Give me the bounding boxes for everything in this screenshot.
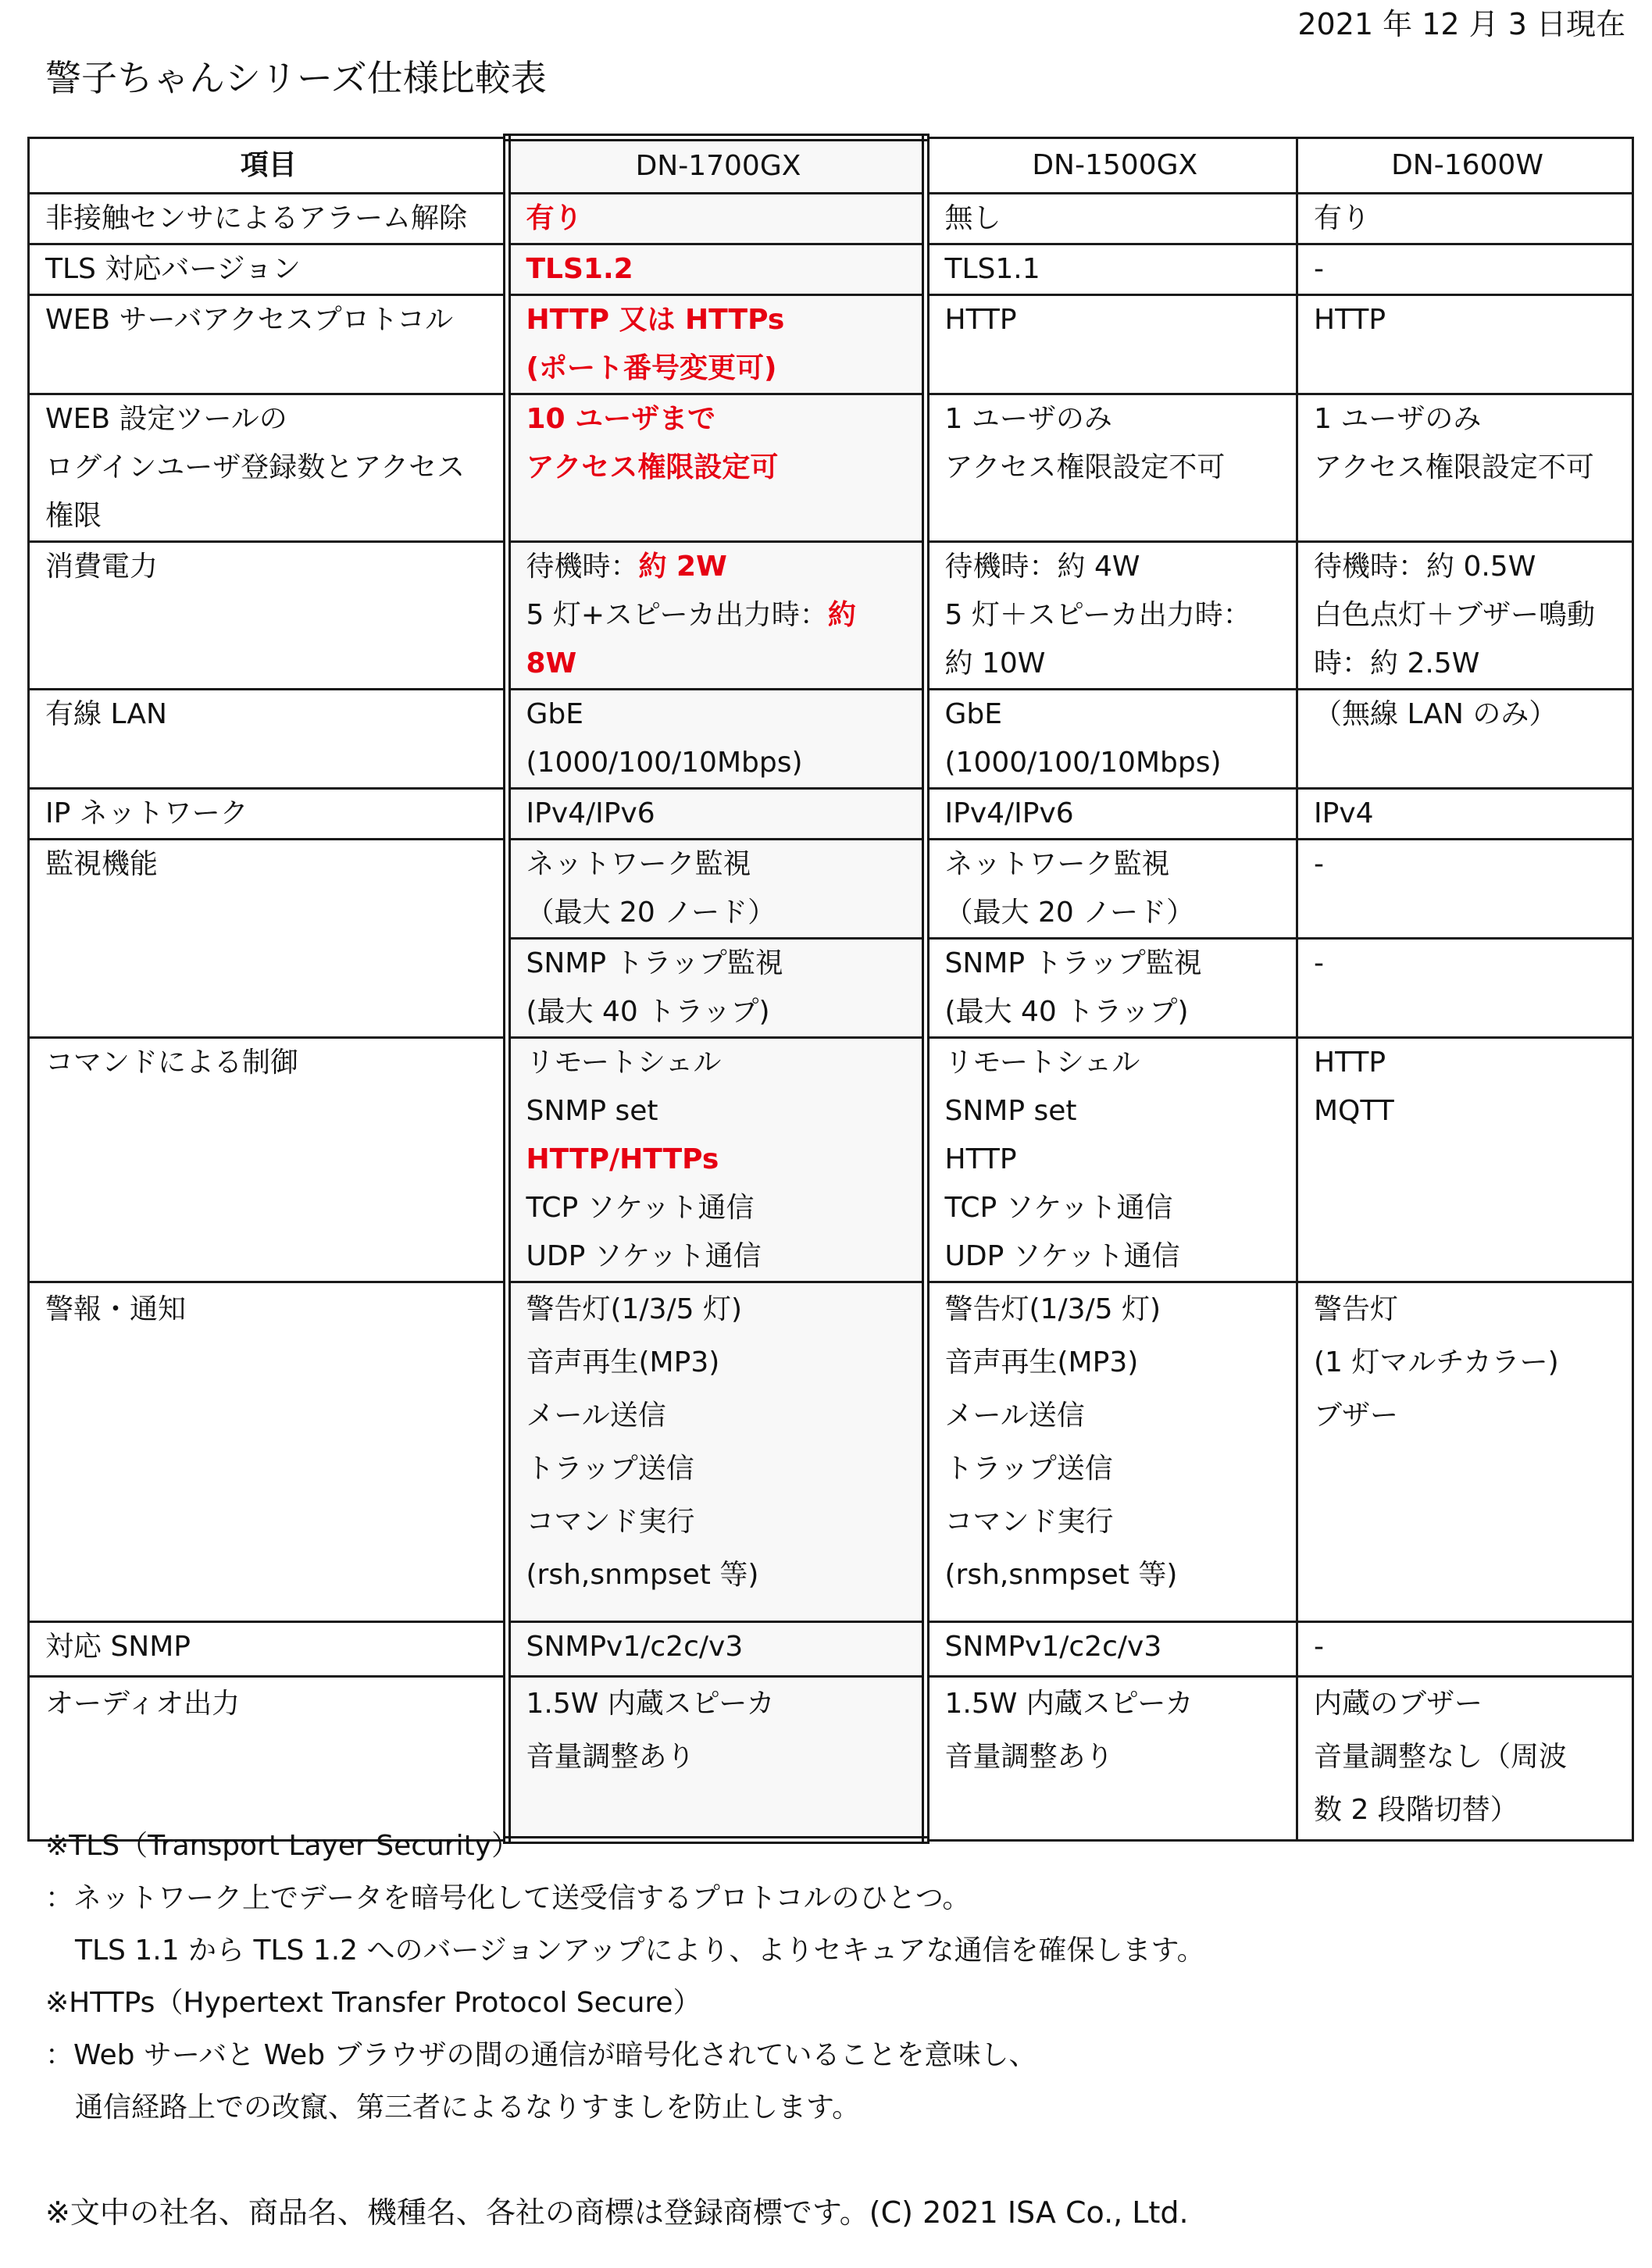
cell-line xyxy=(526,543,911,591)
table-row xyxy=(29,1282,1633,1621)
highlighted-value: アクセス権限設定可 xyxy=(526,451,779,483)
row-label xyxy=(29,839,507,1037)
table-row xyxy=(29,244,1633,294)
table-row xyxy=(29,193,1633,244)
cell-line: 待機時：約 0.5W xyxy=(1314,550,1536,583)
cell-line: コマンド実行 xyxy=(526,1505,695,1538)
cell-line xyxy=(526,444,911,492)
row-label xyxy=(29,1621,507,1676)
cell-dn1600w xyxy=(1297,1621,1633,1676)
cell-line: 有り xyxy=(1314,201,1371,234)
cell-line: 警告灯(1/3/5 灯) xyxy=(526,1293,743,1325)
cell-line: 監視機能 xyxy=(45,847,159,880)
cell-line: 1 ユーザのみ xyxy=(944,402,1112,435)
highlighted-value: TLS1.2 xyxy=(526,252,633,285)
cell-line: - xyxy=(1314,947,1324,979)
cell-dn1600w xyxy=(1297,394,1633,541)
cell-dn1700gx xyxy=(507,541,926,689)
cell-line: 警報・通知 xyxy=(45,1293,187,1325)
cell-line: 数 2 段階切替） xyxy=(1314,1793,1518,1826)
cell-dn1700gx xyxy=(507,839,926,938)
cell-line: UDP ソケット通信 xyxy=(944,1239,1180,1272)
cell-dn1700gx xyxy=(507,294,926,394)
table-row xyxy=(29,689,1633,788)
cell-line: 約 10W xyxy=(944,647,1046,679)
cell-dn1600w xyxy=(1297,938,1633,1037)
page-title: 警子ちゃんシリーズ仕様比較表 xyxy=(45,57,547,99)
cell-dn1600w xyxy=(1297,244,1633,294)
cell-line: SNMPv1/c2c/v3 xyxy=(526,1630,744,1663)
cell-line: HTTP xyxy=(944,303,1017,336)
table-row xyxy=(29,1676,1633,1840)
cell-dn1500gx xyxy=(926,193,1297,244)
cell-dn1600w xyxy=(1297,193,1633,244)
cell-line: HTTP xyxy=(944,1143,1017,1175)
cell-line: 有線 LAN xyxy=(45,697,167,730)
highlighted-value: 約 8W xyxy=(526,598,856,679)
cell-line: IPv4/IPv6 xyxy=(944,797,1074,829)
cell-line: GbE xyxy=(944,697,1002,730)
note-https-heading: ※HTTPs（Hypertext Transfer Protocol Secure） xyxy=(45,1987,701,2019)
cell-line: （最大 20 ノード） xyxy=(526,896,776,929)
cell-line: リモートシェル xyxy=(944,1046,1140,1079)
cell-line: WEB 設定ツールの xyxy=(45,402,287,435)
cell-dn1500gx xyxy=(926,788,1297,839)
cell-line: (最大 40 トラップ) xyxy=(944,995,1189,1028)
cell-dn1700gx xyxy=(507,788,926,839)
cell-dn1700gx xyxy=(507,938,926,1037)
cell-line: 無し xyxy=(944,201,1001,234)
cell-line: TLS 対応バージョン xyxy=(45,252,301,285)
cell-line: MQTT xyxy=(1314,1094,1394,1127)
cell-dn1500gx xyxy=(926,1676,1297,1840)
cell-line: IP ネットワーク xyxy=(45,797,248,829)
cell-dn1700gx xyxy=(507,1621,926,1676)
cell-dn1500gx xyxy=(926,1282,1297,1621)
cell-line: メール送信 xyxy=(944,1399,1085,1432)
cell-line: 消費電力 xyxy=(45,550,159,583)
cell-line: コマンド実行 xyxy=(944,1505,1114,1538)
cell-line: - xyxy=(1314,847,1324,880)
cell-line: HTTP xyxy=(1314,1046,1386,1079)
cell-line: SNMP トラップ監視 xyxy=(944,947,1202,979)
cell-line: オーディオ出力 xyxy=(45,1687,241,1720)
cell-dn1500gx xyxy=(926,541,1297,689)
cell-line: IPv4/IPv6 xyxy=(526,797,655,829)
note-tls-line1: ：ネットワーク上でデータを暗号化して送受信するプロトコルのひとつ。 xyxy=(45,1882,971,1914)
cell-line: SNMP set xyxy=(944,1094,1077,1127)
cell-line: IPv4 xyxy=(1314,797,1374,829)
cell-line-prefix: 待機時： xyxy=(526,550,639,583)
cell-dn1500gx xyxy=(926,1037,1297,1282)
cell-line xyxy=(526,344,911,393)
cell-line: HTTP xyxy=(1314,303,1386,336)
cell-line: TCP ソケット通信 xyxy=(944,1191,1173,1224)
cell-line: SNMP set xyxy=(526,1094,658,1127)
table-row xyxy=(29,294,1633,394)
highlighted-value: 有り xyxy=(526,201,583,234)
note-https-line1: ：Web サーバと Web ブラウザの間の通信が暗号化されていることを意味し、 xyxy=(45,2039,1037,2071)
cell-line: ブザー xyxy=(1314,1399,1399,1432)
row-label xyxy=(29,541,507,689)
cell-line: (rsh,snmpset 等) xyxy=(944,1558,1178,1591)
table-row xyxy=(29,788,1633,839)
cell-line: WEB サーバアクセスプロトコル xyxy=(45,303,454,336)
highlighted-value: HTTP/HTTPs xyxy=(526,1143,719,1175)
cell-dn1700gx xyxy=(507,1676,926,1840)
cell-line xyxy=(526,395,911,444)
row-label xyxy=(29,394,507,541)
cell-line: 音声再生(MP3) xyxy=(526,1346,720,1378)
cell-line: （最大 20 ノード） xyxy=(944,896,1195,929)
column-header-item: 項目 xyxy=(29,137,507,193)
cell-dn1500gx xyxy=(926,938,1297,1037)
cell-line: 内蔵のブザー xyxy=(1314,1687,1483,1720)
cell-dn1500gx xyxy=(926,839,1297,938)
footnotes xyxy=(45,1820,1205,2134)
cell-line: 5 灯＋スピーカ出力時： xyxy=(944,598,1251,631)
cell-line: (rsh,snmpset 等) xyxy=(526,1558,759,1591)
cell-dn1700gx xyxy=(507,394,926,541)
column-header-dn1700gx: DN-1700GX xyxy=(507,137,926,193)
cell-line: 1.5W 内蔵スピーカ xyxy=(944,1687,1194,1720)
highlighted-value: HTTP 又は HTTPs xyxy=(526,303,785,336)
cell-line-prefix: 5 灯+スピーカ出力時： xyxy=(526,598,828,631)
cell-dn1500gx xyxy=(926,1621,1297,1676)
cell-line: 音量調整あり xyxy=(526,1740,695,1773)
cell-line: 白色点灯＋ブザー鳴動 xyxy=(1314,598,1596,631)
cell-dn1700gx xyxy=(507,244,926,294)
table-row xyxy=(29,541,1633,689)
cell-line: トラップ送信 xyxy=(944,1452,1113,1485)
cell-dn1500gx xyxy=(926,689,1297,788)
row-label xyxy=(29,244,507,294)
column-header-dn1600w: DN-1600W xyxy=(1297,137,1633,193)
column-header-dn1500gx: DN-1500GX xyxy=(926,137,1297,193)
row-label xyxy=(29,788,507,839)
cell-dn1500gx xyxy=(926,294,1297,394)
as-of-date: 2021 年 12 月 3 日現在 xyxy=(1297,7,1625,41)
cell-line: ログインユーザ登録数とアクセス権限 xyxy=(45,451,466,532)
row-label xyxy=(29,1676,507,1840)
cell-line: SNMP トラップ監視 xyxy=(526,947,783,979)
highlighted-value: (ポート番号変更可) xyxy=(526,351,777,384)
cell-line: GbE xyxy=(526,697,583,730)
cell-line: 非接触センサによるアラーム解除 xyxy=(45,201,468,234)
cell-line: アクセス権限設定不可 xyxy=(944,451,1226,483)
cell-line: 警告灯 xyxy=(1314,1293,1399,1325)
cell-dn1700gx xyxy=(507,1282,926,1621)
row-label xyxy=(29,1282,507,1621)
cell-line: SNMPv1/c2c/v3 xyxy=(944,1630,1162,1663)
cell-dn1600w xyxy=(1297,788,1633,839)
cell-line: (1000/100/10Mbps) xyxy=(944,746,1222,779)
table-row xyxy=(29,1037,1633,1282)
cell-line: 音量調整あり xyxy=(944,1740,1114,1773)
cell-dn1600w xyxy=(1297,1282,1633,1621)
cell-line: メール送信 xyxy=(526,1399,666,1432)
cell-line: アクセス権限設定不可 xyxy=(1314,451,1594,483)
cell-line: コマンドによる制御 xyxy=(45,1046,299,1079)
cell-line: 1 ユーザのみ xyxy=(1314,402,1482,435)
cell-line: (最大 40 トラップ) xyxy=(526,995,770,1028)
cell-dn1700gx xyxy=(507,689,926,788)
cell-line: 時：約 2.5W xyxy=(1314,647,1480,679)
cell-line: 音量調整なし（周波 xyxy=(1314,1740,1568,1773)
table-row xyxy=(29,394,1633,541)
cell-line: ネットワーク監視 xyxy=(526,847,751,880)
spec-comparison-table xyxy=(27,134,1634,1844)
note-https-line2: 通信経路上での改竄、第三者によるなりすましを防止します。 xyxy=(75,2091,861,2124)
cell-line: 警告灯(1/3/5 灯) xyxy=(944,1293,1161,1325)
cell-dn1500gx xyxy=(926,394,1297,541)
cell-line xyxy=(526,245,911,294)
cell-line: 待機時：約 4W xyxy=(944,550,1140,583)
table-row xyxy=(29,839,1633,938)
cell-line: (1000/100/10Mbps) xyxy=(526,746,803,779)
cell-line: TCP ソケット通信 xyxy=(526,1191,755,1224)
cell-line: トラップ送信 xyxy=(526,1452,694,1485)
cell-line: 対応 SNMP xyxy=(45,1630,191,1663)
cell-line: - xyxy=(1314,1630,1324,1663)
cell-dn1500gx xyxy=(926,244,1297,294)
cell-line: (1 灯マルチカラー) xyxy=(1314,1346,1559,1378)
cell-line: TLS1.1 xyxy=(944,252,1040,285)
cell-line xyxy=(526,296,911,344)
note-tls-heading: ※TLS（Transport Layer Security） xyxy=(45,1830,520,1862)
highlighted-value: 10 ユーザまで xyxy=(526,402,716,435)
row-label xyxy=(29,193,507,244)
cell-line xyxy=(526,591,911,688)
cell-line: ネットワーク監視 xyxy=(944,847,1170,880)
cell-dn1600w xyxy=(1297,1676,1633,1840)
cell-dn1700gx xyxy=(507,193,926,244)
header-row xyxy=(29,137,1633,193)
trademark-notice: ※文中の社名、商品名、機種名、各社の商標は登録商標です。(C) 2021 ISA Co., Ltd. xyxy=(45,2195,1189,2230)
cell-line xyxy=(526,194,911,243)
cell-line: UDP ソケット通信 xyxy=(526,1239,762,1272)
cell-dn1600w xyxy=(1297,1037,1633,1282)
cell-dn1700gx xyxy=(507,1037,926,1282)
cell-line: 1.5W 内蔵スピーカ xyxy=(526,1687,775,1720)
cell-line: - xyxy=(1314,252,1324,285)
highlighted-value: 約 2W xyxy=(638,550,727,583)
table-row xyxy=(29,1621,1633,1676)
cell-dn1600w xyxy=(1297,541,1633,689)
row-label xyxy=(29,1037,507,1282)
cell-dn1600w xyxy=(1297,689,1633,788)
cell-dn1600w xyxy=(1297,294,1633,394)
cell-line: 音声再生(MP3) xyxy=(944,1346,1139,1378)
cell-line: リモートシェル xyxy=(526,1046,722,1079)
note-tls-line2: TLS 1.1 から TLS 1.2 へのバージョンアップにより、よりセキュアな通信を確保します。 xyxy=(75,1935,1205,1967)
row-label xyxy=(29,689,507,788)
cell-dn1600w xyxy=(1297,839,1633,938)
row-label xyxy=(29,294,507,394)
cell-line: （無線 LAN のみ） xyxy=(1314,697,1557,730)
cell-line xyxy=(526,1136,911,1184)
